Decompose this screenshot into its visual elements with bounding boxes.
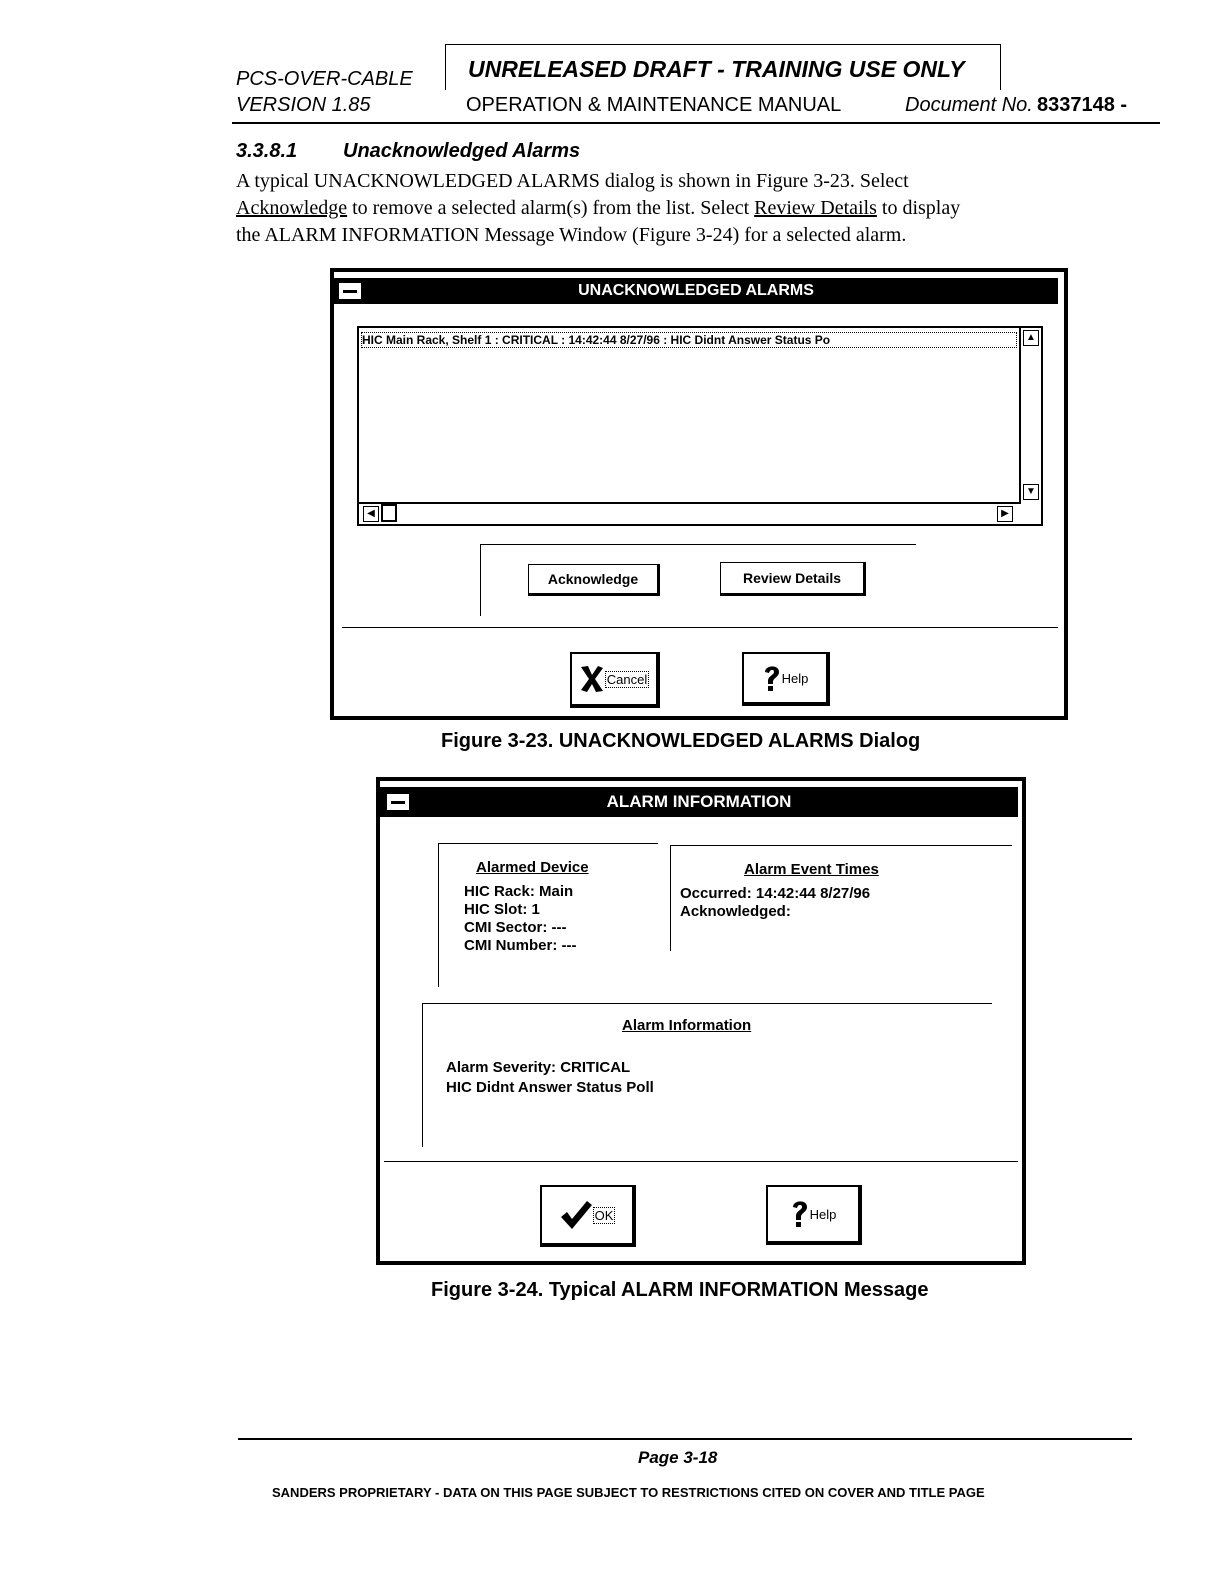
review-details-link: Review Details [754,197,877,219]
alarm-event-times-heading: Alarm Event Times [744,861,879,878]
figure-3-24-caption: Figure 3-24. Typical ALARM INFORMATION Message [431,1279,929,1301]
footer-rule [238,1438,1132,1440]
group-top-line [480,544,916,545]
review-details-button[interactable]: Review Details [720,562,866,596]
scroll-down-arrow-icon[interactable]: ▼ [1023,484,1039,500]
dialog-title-bar [380,787,1018,817]
system-menu-icon[interactable] [338,282,362,300]
doc-label: Document No. [905,94,1033,116]
acknowledged-value: Acknowledged: [680,903,791,920]
help-label: Help [781,670,809,686]
section-number: 3.3.8.1 [236,140,298,162]
help-button[interactable] [742,652,830,706]
cancel-x-icon [579,664,605,694]
group-left-line [480,544,481,616]
alarm-list[interactable] [357,326,1043,526]
scroll-left-arrow-icon[interactable]: ◀ [363,506,379,522]
horizontal-scrollbar[interactable] [359,502,1019,526]
scroll-right-arrow-icon[interactable]: ▶ [997,506,1013,522]
question-mark-icon [762,663,782,693]
scroll-up-arrow-icon[interactable]: ▲ [1023,330,1039,346]
times-group-top-line [670,845,1012,846]
body-line-3: the ALARM INFORMATION Message Window (Figure 3-24) for a selected alarm. [236,224,907,246]
acknowledge-button[interactable]: Acknowledge [528,564,660,596]
device-group-top-line [438,843,658,844]
checkmark-icon [559,1199,593,1231]
manual-title: OPERATION & MAINTENANCE MANUAL [466,94,842,116]
cancel-label: Cancel [606,671,648,687]
product-name: PCS-OVER-CABLE [236,68,413,90]
dialog-title-bar [334,278,1058,304]
body-line-1: A typical UNACKNOWLEDGED ALARMS dialog is shown in Figure 3-23. Select [236,170,909,192]
alarm-severity-value: Alarm Severity: CRITICAL [446,1059,631,1076]
dialog-separator [342,627,1058,628]
hic-slot-value: HIC Slot: 1 [464,901,540,918]
proprietary-notice: SANDERS PROPRIETARY - DATA ON THIS PAGE SUBJECT TO RESTRICTIONS CITED ON COVER AND TITLE PAGE [272,1485,985,1500]
cmi-sector-value: CMI Sector: --- [464,919,567,936]
dialog-title: ALARM INFORMATION [606,792,792,811]
unacknowledged-alarms-dialog [330,268,1068,720]
alarm-information-dialog [376,777,1026,1265]
device-group-left-line [438,843,439,987]
hic-rack-value: HIC Rack: Main [464,883,574,900]
dialog-title: UNACKNOWLEDGED ALARMS [578,282,814,299]
dialog-separator [384,1161,1018,1162]
alarmed-device-heading: Alarmed Device [476,859,589,876]
alarm-list-item[interactable]: HIC Main Rack, Shelf 1 : CRITICAL : 14:42:44 8/27/96 : HIC Didnt Answer Status Po [361,332,1017,348]
alarm-information-heading: Alarm Information [622,1017,752,1034]
help-button[interactable] [766,1185,862,1245]
header-rule [232,122,1160,124]
cancel-button[interactable] [570,652,660,708]
question-mark-icon [790,1198,810,1230]
scroll-thumb[interactable] [381,504,397,522]
alarm-message-value: HIC Didnt Answer Status Poll [446,1079,654,1096]
section-body [236,168,1146,249]
occurred-value: Occurred: 14:42:44 8/27/96 [680,885,871,902]
cmi-number-value: CMI Number: --- [464,937,577,954]
info-group-top-line [422,1003,992,1004]
times-group-left-line [670,845,671,951]
ok-label: OK [594,1207,614,1223]
body-text-fragment: to remove a selected alarm(s) from the list. Select [347,197,755,219]
system-menu-icon[interactable] [386,793,410,811]
acknowledge-link: Acknowledge [236,197,348,219]
page-number: Page 3-18 [638,1448,718,1467]
body-line-2 [236,195,1146,222]
draft-notice: UNRELEASED DRAFT - TRAINING USE ONLY [468,56,965,82]
ok-button[interactable] [540,1185,636,1247]
doc-number: 8337148 - [1037,94,1128,116]
section-title: Unacknowledged Alarms [343,140,581,162]
body-text-fragment: to display [876,197,961,219]
help-label: Help [809,1206,837,1222]
vertical-scrollbar[interactable] [1019,328,1043,504]
info-group-left-line [422,1003,423,1147]
version-label: VERSION 1.85 [236,94,371,116]
figure-3-23-caption: Figure 3-23. UNACKNOWLEDGED ALARMS Dialog [441,730,921,752]
